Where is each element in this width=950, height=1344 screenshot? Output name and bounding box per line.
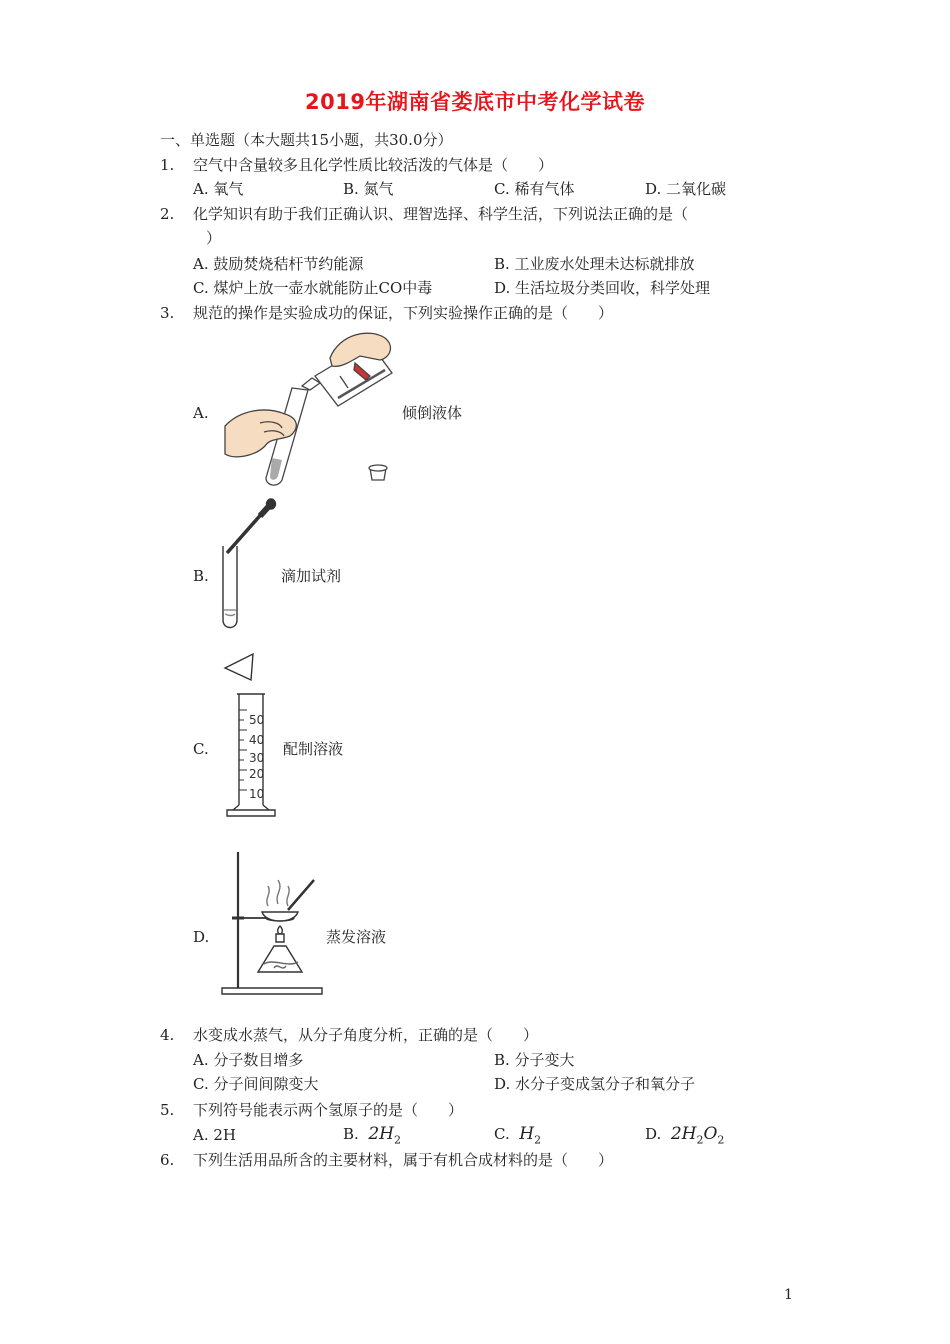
graduated-cylinder-figure	[215, 650, 285, 825]
q3-option-b-letter: B.	[193, 567, 209, 585]
q3-option-d-text: 蒸发溶液	[326, 928, 387, 946]
q5-option-d-formula: $2H_2O_2$	[670, 1124, 725, 1147]
q4-option-a: A. 分子数目增多	[193, 1051, 304, 1069]
cylinder-mark-40: 40	[249, 733, 265, 747]
cylinder-mark-30: 30	[249, 751, 265, 765]
q2-option-b: B. 工业废水处理未达标就排放	[494, 255, 695, 273]
q2-number: 2.	[160, 205, 175, 223]
dropper-figure	[215, 498, 280, 633]
q5-option-c-letter: C.	[494, 1125, 510, 1143]
q2-stem-close: ）	[206, 229, 222, 247]
q2-option-d: D. 生活垃圾分类回收，科学处理	[494, 279, 711, 297]
q5-stem: 下列符号能表示两个氢原子的是（ ）	[193, 1101, 464, 1119]
q1-option-b: B. 氮气	[343, 180, 394, 198]
q3-option-a-text: 倾倒液体	[402, 404, 463, 422]
q3-option-d-letter: D.	[193, 928, 210, 946]
q3-option-c-text: 配制溶液	[283, 740, 344, 758]
q3-stem: 规范的操作是实验成功的保证，下列实验操作正确的是（ ）	[193, 304, 614, 322]
q3-number: 3.	[160, 304, 175, 322]
cylinder-mark-10: 10	[249, 787, 265, 801]
q1-option-a: A. 氧气	[193, 180, 244, 198]
q4-option-c: C. 分子间间隙变大	[193, 1075, 319, 1093]
evaporation-figure	[218, 848, 328, 996]
q4-number: 4.	[160, 1026, 175, 1044]
q4-stem: 水变成水蒸气，从分子角度分析，正确的是（ ）	[193, 1026, 539, 1044]
q2-stem: 化学知识有助于我们正确认识、理智选择、科学生活，下列说法正确的是（	[193, 205, 689, 223]
q1-option-d: D. 二氧化碳	[645, 180, 727, 198]
q2-option-c: C. 煤炉上放一壶水就能防止CO中毒	[193, 279, 433, 297]
q4-option-d: D. 水分子变成氢分子和氧分子	[494, 1075, 696, 1093]
cylinder-mark-20: 20	[249, 767, 265, 781]
q3-option-b-text: 滴加试剂	[281, 567, 342, 585]
q5-option-c	[494, 1123, 541, 1151]
q1-option-c: C. 稀有气体	[494, 180, 575, 198]
cylinder-mark-50: 50	[249, 713, 265, 727]
page-number: 1	[784, 1287, 793, 1303]
q1-number: 1.	[160, 156, 175, 174]
q5-option-c-formula: $H_2$	[519, 1124, 542, 1147]
pour-liquid-figure	[220, 328, 400, 493]
q3-option-a-letter: A.	[193, 404, 209, 422]
q5-option-b-letter: B.	[343, 1125, 359, 1143]
section-header: 一、单选题（本大题共15小题，共30.0分）	[160, 131, 453, 149]
q5-option-b	[343, 1123, 401, 1151]
q3-option-c-letter: C.	[193, 740, 209, 758]
q6-stem: 下列生活用品所含的主要材料，属于有机合成材料的是（ ）	[193, 1151, 614, 1169]
q1-stem: 空气中含量较多且化学性质比较活泼的气体是（ ）	[193, 156, 554, 174]
q5-option-a: A. 2H	[193, 1126, 236, 1144]
paper-title: 2019年湖南省娄底市中考化学试卷	[305, 90, 645, 114]
q5-option-b-formula: $2H_2$	[368, 1124, 401, 1147]
q4-option-b: B. 分子变大	[494, 1051, 575, 1069]
q5-number: 5.	[160, 1101, 175, 1119]
q6-number: 6.	[160, 1151, 175, 1169]
q5-option-d	[645, 1123, 724, 1151]
q2-option-a: A. 鼓励焚烧秸杆节约能源	[193, 255, 364, 273]
q5-option-d-letter: D.	[645, 1125, 662, 1143]
